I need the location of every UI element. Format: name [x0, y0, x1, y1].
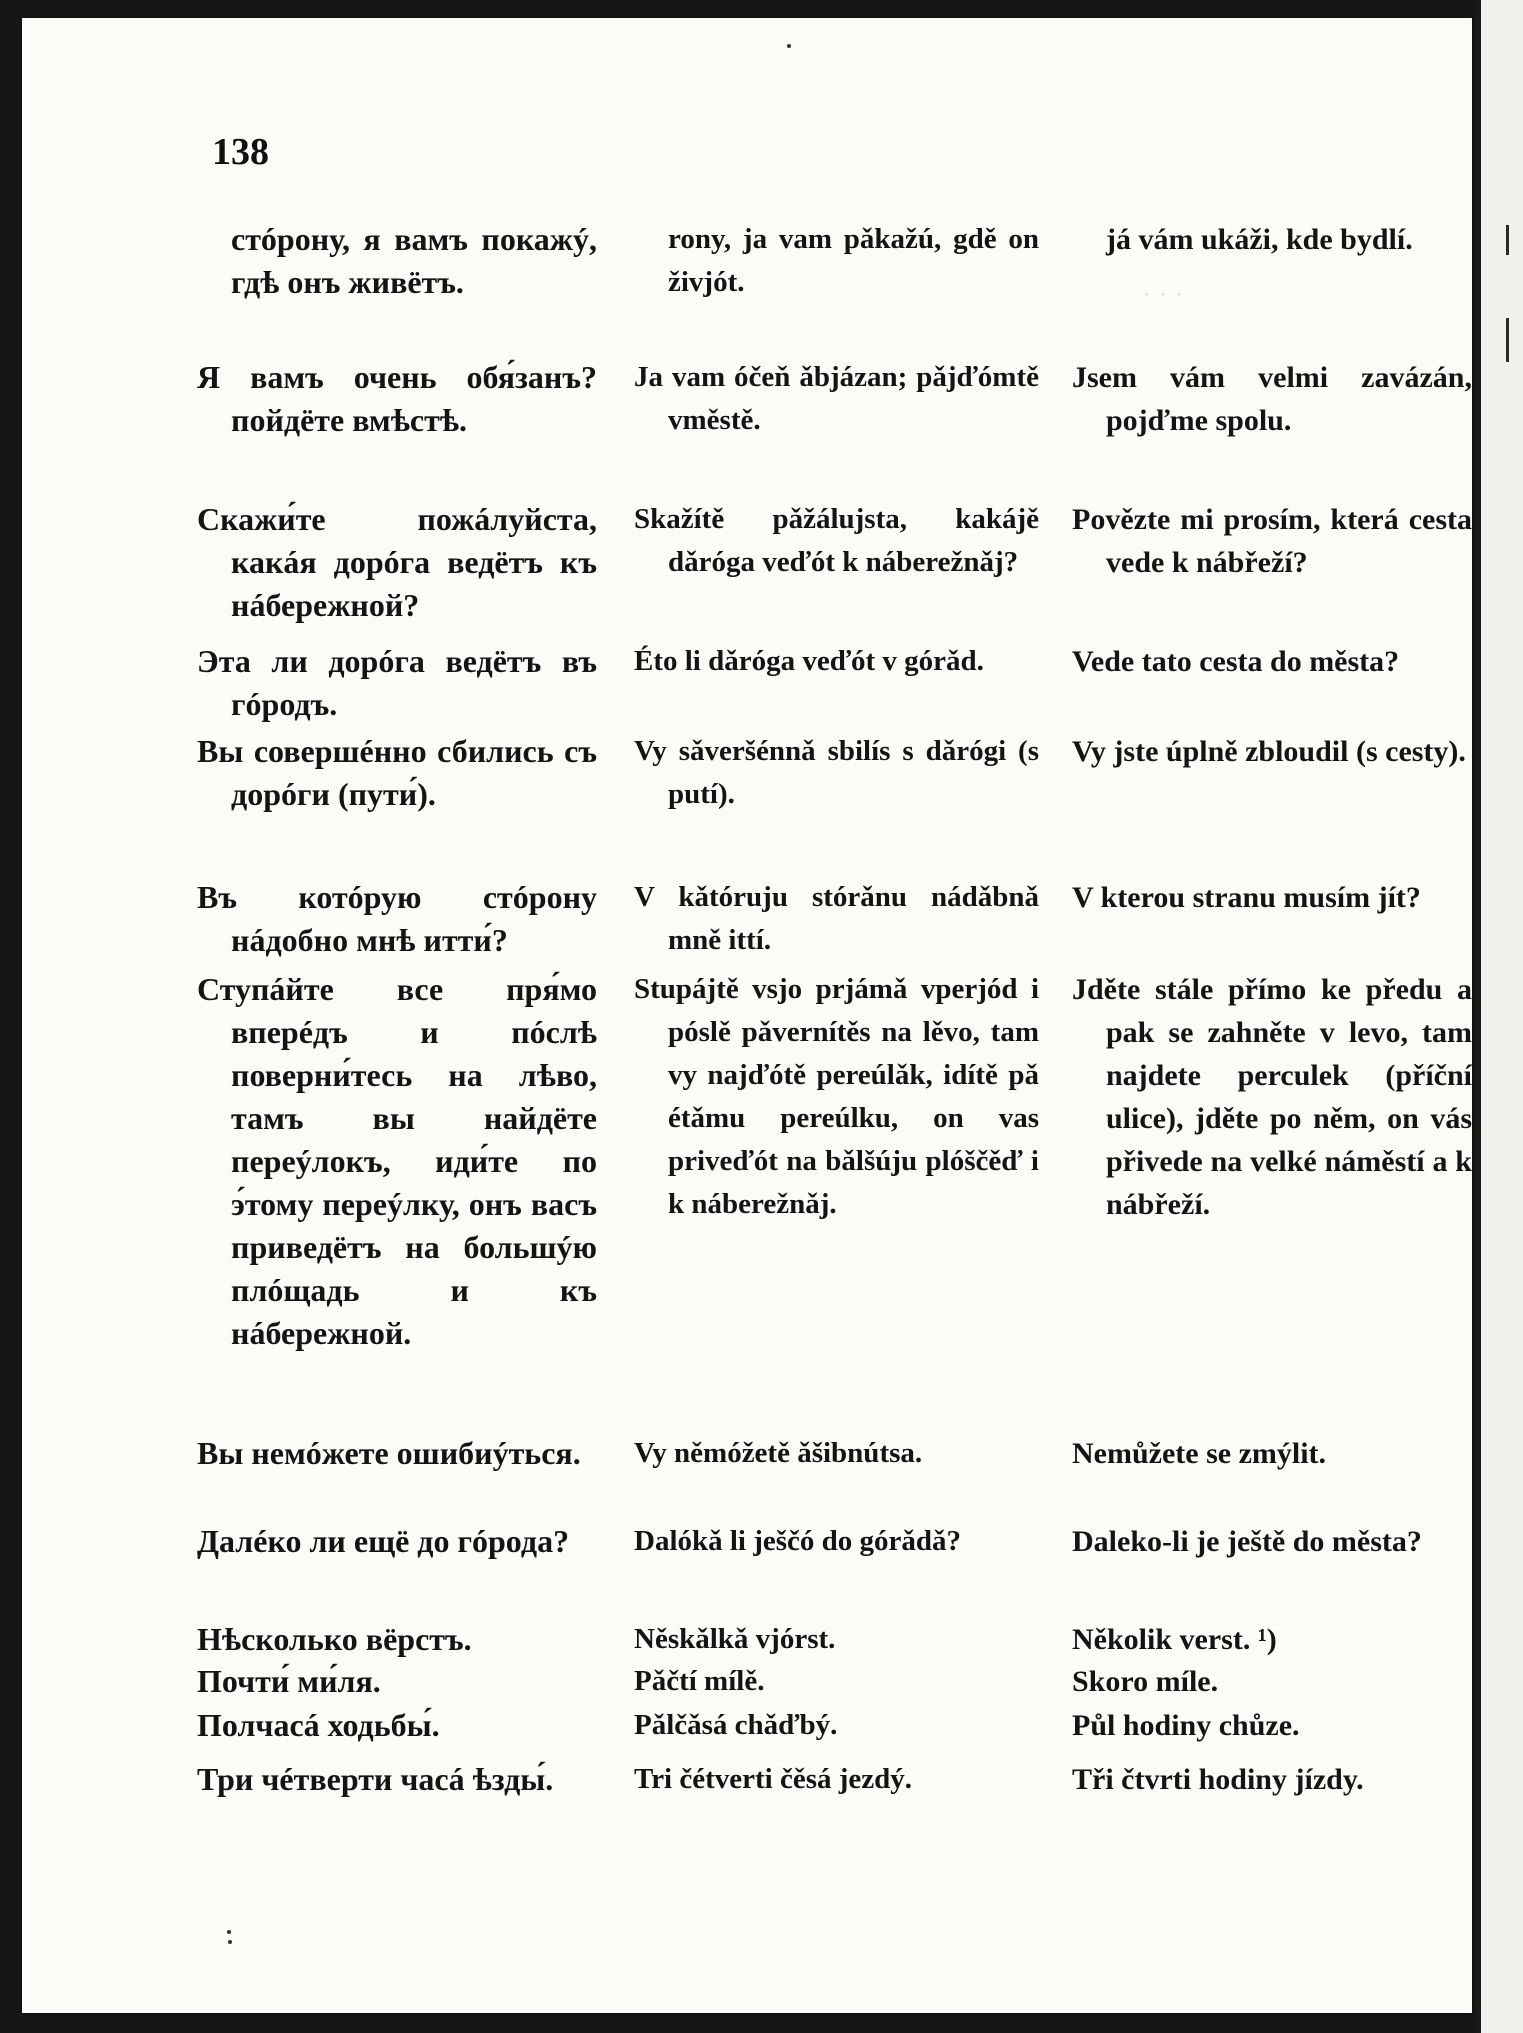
czech-phrase: Nemůžete se zmýlit.	[1072, 1437, 1327, 1470]
czech-phrase: Daleko-li je ještě do města?	[1072, 1525, 1422, 1558]
transliteration-phrase: Éto li dǎróga veďót v górǎd.	[634, 645, 984, 677]
bleed-through-text: · · ·	[1142, 280, 1184, 311]
transliteration-phrase: Skažítě pǎžálujsta, kakájě dǎróga veďót k náberežnǎj?	[634, 503, 1039, 578]
czech-phrase: Povězte mi prosím, která cesta vede k nábřeží?	[1072, 503, 1472, 579]
print-speck	[227, 1930, 231, 1934]
russian-phrase: Скажи́те пожáлуйста, какáя дорóга ведётъ къ нáбережной?	[197, 501, 597, 623]
transliteration-phrase: Vy němóžetě ǎšibnútsa.	[634, 1437, 923, 1469]
czech-phrase: Vy jste úplně zbloudil (s cesty).	[1072, 735, 1466, 768]
russian-phrase: Я вамъ очень обя́занъ? пойдёте вмѣстѣ.	[197, 359, 597, 438]
russian-phrase: Эта ли дорóга ведётъ въ гóродъ.	[197, 643, 597, 722]
czech-phrase: V kterou stranu musím jít?	[1072, 881, 1421, 914]
transliteration-phrase: Dalókǎ li ješčó do górǎdǎ?	[634, 1525, 962, 1557]
phrase-table	[22, 18, 1472, 2013]
transliteration-phrase: Pǎlčǎsá chǎďbý.	[634, 1709, 838, 1741]
russian-phrase: Три чéтверти часá ѣзды́.	[197, 1761, 554, 1797]
czech-phrase: Několik verst. ¹)	[1072, 1623, 1277, 1656]
print-speck	[228, 1940, 232, 1944]
transliteration-phrase: Tri čétverti čěsá jezdý.	[634, 1763, 913, 1795]
russian-phrase: Нѣсколько вёрстъ.	[197, 1621, 472, 1657]
adjacent-page-mark	[1506, 225, 1509, 255]
russian-phrase: Вы немóжете ошибиýться.	[197, 1435, 581, 1471]
transliteration-phrase: Vy sǎveršénnǎ sbilís s dǎrógi (s putí).	[634, 735, 1039, 810]
czech-phrase: Skoro míle.	[1072, 1665, 1219, 1698]
russian-phrase: стóрону, я вамъ покажý, гдѣ онъ живётъ.	[231, 221, 597, 300]
transliteration-phrase: Pǎčtí mílě.	[634, 1665, 765, 1697]
czech-phrase: já vám ukáži, kde bydlí.	[1106, 223, 1413, 256]
russian-phrase: Полчасá ходьбы́.	[197, 1707, 440, 1743]
adjacent-page-mark	[1506, 318, 1509, 362]
czech-phrase: Jsem vám velmi zavázán, pojďme spolu.	[1072, 361, 1472, 437]
adjacent-page-edge	[1476, 0, 1523, 2033]
russian-phrase: Въ котóрую стóрону нáдобно мнѣ итти́?	[197, 879, 597, 958]
print-speck	[787, 44, 791, 48]
transliteration-phrase: rony, ja vam pǎkažú, gdě on živjót.	[668, 223, 1039, 298]
transliteration-phrase: Stupájtě vsjo prjámǎ vperjód i póslě pǎvernítěs na lěvo, tam vy najďótě pereúlǎk, idítě pǎ étǎmu pereúlku, on vas priveďót na bǎlšúju plóščěď i k náberežnǎj.	[634, 973, 1039, 1220]
czech-phrase: Tři čtvrti hodiny jízdy.	[1072, 1763, 1364, 1796]
russian-phrase: Далéко ли ещё до гóрода?	[197, 1523, 570, 1559]
czech-phrase: Jděte stále přímo ke předu a pak se zahněte v levo, tam najdete perculek (příční ulice), jděte po něm, on vás přivede na velké náměstí a k nábřeží.	[1072, 973, 1472, 1221]
transliteration-phrase: V kǎtóruju stórǎnu nádǎbnǎ mně ittí.	[634, 881, 1039, 956]
russian-phrase: Почти́ ми́ля.	[197, 1663, 381, 1699]
russian-phrase: Вы совершéнно сбились съ дорóги (пути́).	[197, 733, 597, 812]
czech-phrase: Půl hodiny chůze.	[1072, 1709, 1300, 1742]
book-page	[22, 18, 1472, 2013]
page-number: 138	[212, 131, 269, 173]
russian-phrase: Ступáйте все пря́мо вперéдъ и пóслѣ поверни́тесь на лѣво, тамъ вы найдёте переýлокъ, иди́те по э́тому переýлку, онъ васъ приведётъ на большýю плóщадь и къ нáбережной.	[197, 971, 597, 1351]
czech-phrase: Vede tato cesta do města?	[1072, 645, 1400, 678]
transliteration-phrase: Něskǎlkǎ vjórst.	[634, 1623, 836, 1655]
transliteration-phrase: Ja vam óčeň ǎbjázan; pǎjďómtě vměstě.	[634, 361, 1039, 436]
